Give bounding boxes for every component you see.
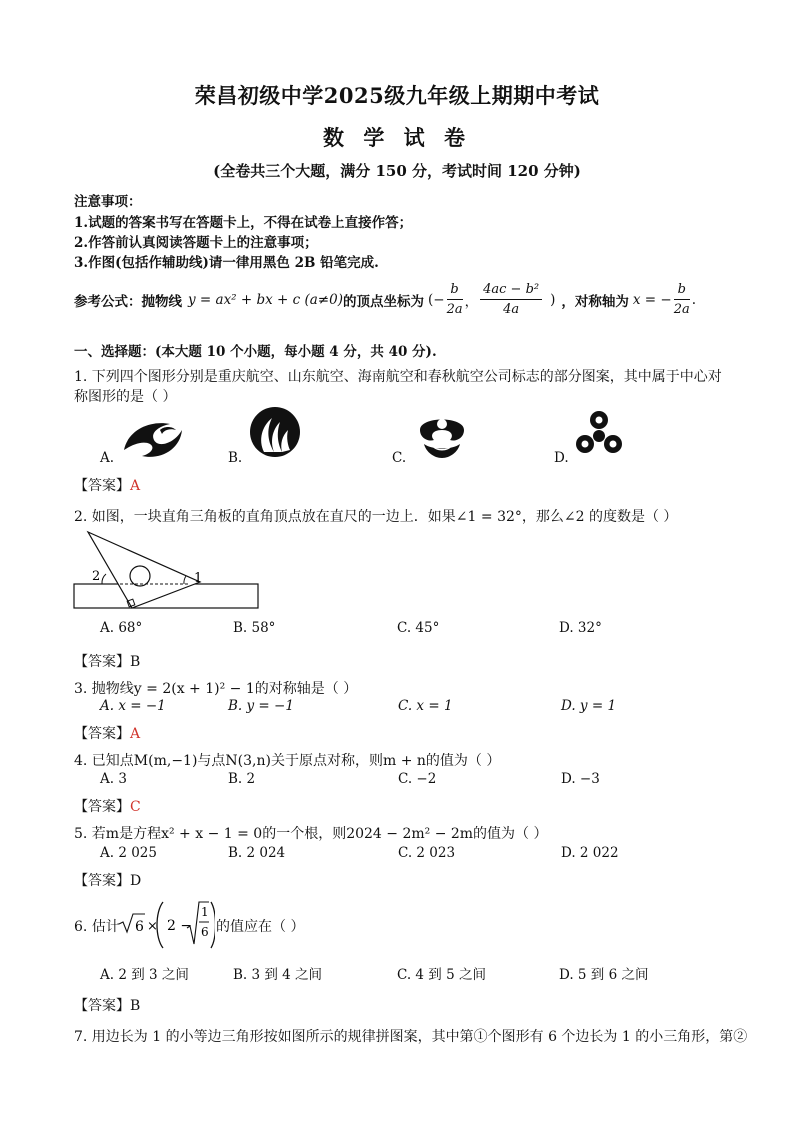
formula-text-1: 抛物线 <box>141 293 182 310</box>
q5-option-b[interactable]: B. 2 024 <box>228 845 286 861</box>
notice-item-3: 3.作图(包括作辅助线)请一律用黑色 2B 铅笔完成. <box>74 255 379 271</box>
q6-option-b[interactable]: B. 3 到 4 之间 <box>233 967 323 983</box>
exam-note: (全卷共三个大题，满分 150 分，考试时间 120 分钟) <box>213 162 581 180</box>
q1-answer: 【答案】A <box>74 478 141 494</box>
axis-fraction: $\frac{b}{2a}$ <box>673 282 690 317</box>
vertex-y-fraction: $\frac{\text{4ac − b²}}{4a}$ <box>480 282 542 317</box>
question-6-suffix: 的值应在（ ） <box>216 919 305 935</box>
formula-comma: ， <box>464 293 479 310</box>
q4-option-d[interactable]: D. −3 <box>561 771 600 787</box>
q5-option-c[interactable]: C. 2 023 <box>398 845 456 861</box>
q6-answer: 【答案】B <box>74 998 141 1014</box>
question-4-text: 4. 已知点M(m,−1)与点N(3,n)关于原点对称，则m + n的值为（ ） <box>74 753 501 769</box>
reference-formula <box>74 282 696 317</box>
q4-option-a[interactable]: A. 3 <box>100 771 127 787</box>
formula-close: ) <box>550 291 556 308</box>
formula-equation: y = ax² + bx + c (a≠0) <box>188 291 343 308</box>
q3-answer: 【答案】A <box>74 726 141 742</box>
svg-text:1: 1 <box>201 905 209 919</box>
notice-heading: 注意事项： <box>74 194 142 210</box>
q5-option-d[interactable]: D. 2 022 <box>561 845 619 861</box>
formula-axis: x = − <box>632 291 672 308</box>
svg-text:2 −: 2 − <box>167 918 193 934</box>
shandong-airline-logo-icon <box>248 404 302 460</box>
q1-option-c[interactable]: C. <box>392 450 407 466</box>
q6-expression <box>117 898 215 950</box>
notice-item-2: 2.作答前认真阅读答题卡上的注意事项； <box>74 235 318 251</box>
question-1-text: 1. 下列四个图形分别是重庆航空、山东航空、海南航空和春秋航空公司标志的部分图案，其中属于中心对 <box>74 369 722 385</box>
q2-option-b[interactable]: B. 58° <box>233 620 276 636</box>
formula-text-3: ，对称轴为 <box>561 293 629 310</box>
svg-text:6: 6 <box>201 925 209 939</box>
question-7-text: 7. 用边长为 1 的小等边三角形按如图所示的规律拼图案，其中第①个图形有 6 个边长为 1 的小三角形，第② <box>74 1029 748 1045</box>
question-2-text: 2. 如图，一块直角三角板的直角顶点放在直尺的一边上．如果∠1 = 32°，那么∠2 的度数是（ ） <box>74 509 678 525</box>
q4-option-c[interactable]: C. −2 <box>398 771 437 787</box>
q1-option-d[interactable]: D. <box>554 450 569 466</box>
q1-option-b[interactable]: B. <box>228 450 243 466</box>
q3-option-d[interactable]: D. y = 1 <box>561 698 617 714</box>
q1-option-a[interactable]: A. <box>100 450 115 466</box>
q2-option-a[interactable]: A. 68° <box>100 620 143 636</box>
q3-option-c[interactable]: C. x = 1 <box>398 698 453 714</box>
angle-2-label: 2 <box>92 569 101 584</box>
page-subtitle: 数 学 试 卷 <box>323 125 471 150</box>
formula-text-2: 的顶点坐标为 <box>342 293 424 310</box>
formula-open: (− <box>427 291 445 308</box>
question-5-text: 5. 若m是方程x² + x − 1 = 0的一个根，则2024 − 2m² − 2m的值为（ ） <box>74 826 548 842</box>
q6-option-d[interactable]: D. 5 到 6 之间 <box>559 967 649 983</box>
q2-answer-value: B <box>130 654 141 670</box>
triangle-ruler-figure <box>72 530 262 612</box>
q4-option-b[interactable]: B. 2 <box>228 771 256 787</box>
q3-answer-value: A <box>130 726 141 742</box>
q6-answer-value: B <box>130 998 141 1014</box>
section-heading: 一、选择题：(本大题 10 个小题，每小题 4 分，共 40 分). <box>74 344 437 360</box>
q2-option-d[interactable]: D. 32° <box>559 620 602 636</box>
q5-answer-value: D <box>130 873 142 889</box>
hainan-airline-logo-icon <box>414 408 470 460</box>
q3-option-b[interactable]: B. y = −1 <box>228 698 294 714</box>
chongqing-airline-logo-icon <box>120 410 186 462</box>
spring-airline-logo-icon <box>572 408 626 456</box>
page-title: 荣昌初级中学2025级九年级上期期中考试 <box>194 83 600 108</box>
angle-1-label: 1 <box>194 571 203 586</box>
q6-option-c[interactable]: C. 4 到 5 之间 <box>397 967 486 983</box>
question-1-text-cont: 称图形的是（ ） <box>74 389 177 405</box>
svg-text:6: 6 <box>135 919 144 935</box>
notice-item-1: 1.试题的答案书写在答题卡上，不得在试卷上直接作答； <box>74 215 413 231</box>
q6-option-a[interactable]: A. 2 到 3 之间 <box>100 967 189 983</box>
q4-answer: 【答案】C <box>74 799 141 815</box>
question-6-prefix: 6. 估计 <box>74 919 120 935</box>
q2-answer: 【答案】B <box>74 654 141 670</box>
formula-label: 参考公式： <box>74 293 142 310</box>
vertex-x-fraction: $\frac{b}{2a}$ <box>446 282 463 317</box>
svg-text:×: × <box>147 919 158 934</box>
q5-answer: 【答案】D <box>74 873 142 889</box>
formula-end: . <box>691 291 697 308</box>
question-3-text: 3. 抛物线y = 2(x + 1)² − 1的对称轴是（ ） <box>74 681 358 697</box>
q4-answer-value: C <box>130 799 141 815</box>
q2-option-c[interactable]: C. 45° <box>397 620 440 636</box>
q5-option-a[interactable]: A. 2 025 <box>100 845 157 861</box>
q3-option-a[interactable]: A. x = −1 <box>100 698 166 714</box>
q1-answer-value: A <box>130 478 141 494</box>
